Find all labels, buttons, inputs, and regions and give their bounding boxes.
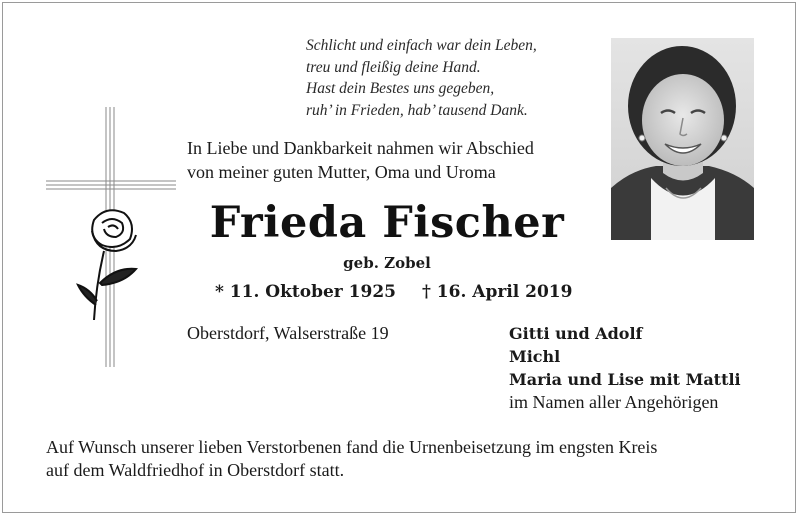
mourner-name: Maria und Lise mit Mattli bbox=[509, 370, 741, 389]
mourner-name: Michl bbox=[509, 347, 561, 366]
address: Oberstdorf, Walserstraße 19 bbox=[187, 323, 389, 343]
maiden-name: geb. Zobel bbox=[343, 254, 431, 272]
portrait-photo bbox=[611, 38, 754, 240]
cross-icon bbox=[44, 105, 184, 370]
rose-icon bbox=[78, 210, 136, 320]
mourners-closing: im Namen aller Angehörigen bbox=[509, 392, 719, 412]
life-dates bbox=[215, 280, 598, 304]
verse-line: Hast dein Bestes uns gegeben, bbox=[306, 80, 495, 97]
footer-line: auf dem Waldfriedhof in Oberstdorf statt. bbox=[46, 460, 345, 480]
verse-line: treu und fleißig deine Hand. bbox=[306, 58, 481, 76]
footer-text bbox=[46, 436, 657, 482]
intro-line: von meiner guten Mutter, Oma und Uroma bbox=[187, 162, 496, 182]
intro-line: In Liebe und Dankbarkeit nahmen wir Abschied bbox=[187, 138, 534, 158]
footer-line: Auf Wunsch unserer lieben Verstorbenen fand die Urnenbeisetzung im engsten Kreis bbox=[46, 437, 658, 457]
birth-date: * 11. Oktober 1925 bbox=[215, 282, 396, 302]
death-date: † 16. April 2019 bbox=[421, 282, 573, 302]
verse bbox=[306, 35, 537, 121]
verse-line: ruh’ in Frieden, hab’ tausend Dank. bbox=[306, 101, 528, 119]
mourner-name: Gitti und Adolf bbox=[509, 324, 643, 343]
portrait-image bbox=[611, 38, 754, 240]
deceased-name: Frieda Fischer bbox=[209, 198, 565, 248]
mourners bbox=[509, 322, 741, 414]
intro-text bbox=[187, 136, 534, 184]
verse-line: Schlicht und einfach war dein Leben, bbox=[306, 37, 537, 54]
